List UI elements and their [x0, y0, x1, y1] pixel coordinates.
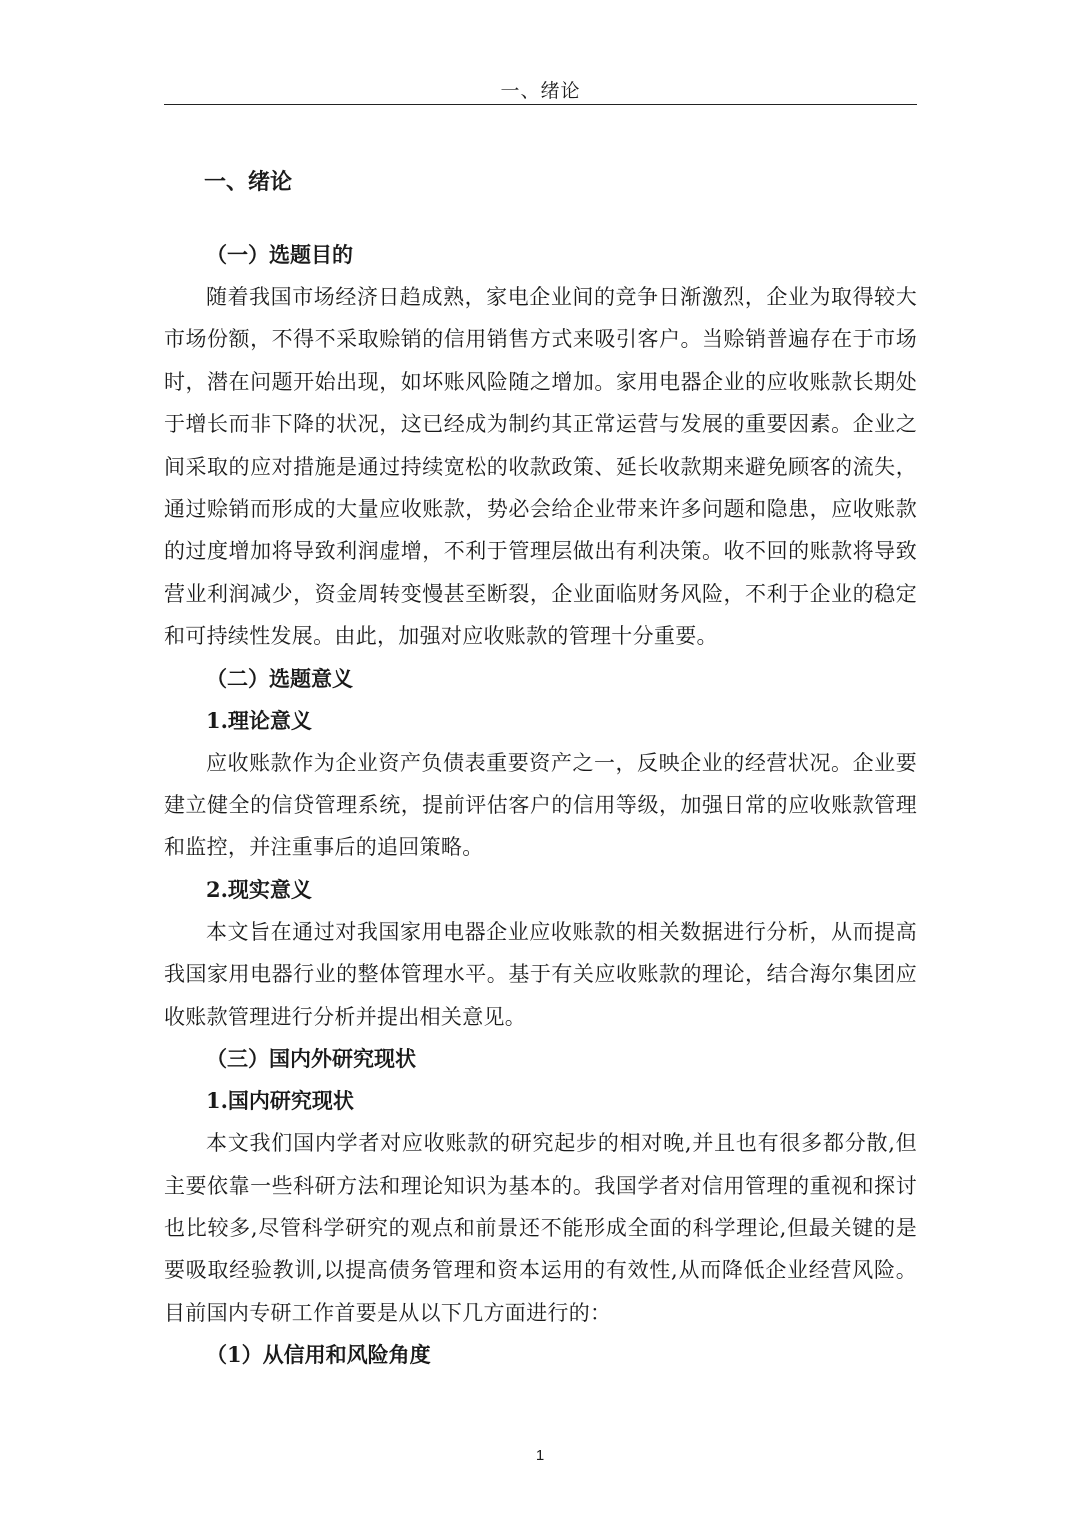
list-item-credit-risk: （1）从信用和风险角度: [206, 1342, 431, 1368]
header-divider: [164, 104, 917, 105]
page-number: 1: [535, 1447, 545, 1464]
page-body: [164, 160, 917, 1376]
subheading-practical-significance: 2.现实意义: [206, 876, 312, 902]
paragraph-theoretical-significance: 应收账款作为企业资产负债表重要资产之一，反映企业的经营状况。企业要建立健全的信贷管理系统，提前评估客户的信用等级，加强日常的应收账款管理和监控，并注重事后的追回策略。: [164, 750, 917, 860]
section-heading-research-status: （三）国内外研究现状: [206, 1046, 416, 1072]
paragraph-domestic-research: 本文我们国内学者对应收账款的研究起步的相对晚,并且也有很多都分散,但主要依靠一些科研方法和理论知识为基本的。我国学者对信用管理的重视和探讨也比较多,尽管科学研究的观点和前景还不能形成全面的科学理论,但最关键的是要吸取经验教训,以提高债务管理和资本运用的有效性,从而降低企业经营风险。目前国内专研工作首要是从以下几方面进行的：: [164, 1131, 917, 1325]
paragraph-practical-significance: 本文旨在通过对我国家用电器企业应收账款的相关数据进行分析，从而提高我国家用电器行业的整体管理水平。基于有关应收账款的理论，结合海尔集团应收账款管理进行分析并提出相关意见。: [164, 919, 917, 1029]
chapter-title: 一、绪论: [204, 169, 293, 195]
subheading-domestic-research: 1.国内研究现状: [206, 1088, 354, 1114]
section-heading-purpose: （一）选题目的: [206, 242, 353, 267]
section-heading-significance: （二）选题意义: [206, 665, 353, 691]
subheading-theoretical-significance: 1.理论意义: [206, 707, 312, 733]
paragraph-purpose: 随着我国市场经济日趋成熟，家电企业间的竞争日渐激烈，企业为取得较大市场份额，不得不采取赊销的信用销售方式来吸引客户。当赊销普遍存在于市场时，潜在问题开始出现，如坏账风险随之增加。家用电器企业的应收账款长期处于增长而非下降的状况，这已经成为制约其正常运营与发展的重要因素。企业之间采取的应对措施是通过持续宽松的收款政策、延长收款期来避免顾客的流失，通过赊销而形成的大量应收账款，势必会给企业带来许多问题和隐患，应收账款的过度增加将导致利润虚增，不利于管理层做出有利决策。收不回的账款将导致营业利润减少，资金周转变慢甚至断裂，企业面临财务风险，不利于企业的稳定和可持续性发展。由此，加强对应收账款的管理十分重要。: [164, 285, 917, 649]
running-header-title: 一、绪论: [500, 80, 581, 102]
